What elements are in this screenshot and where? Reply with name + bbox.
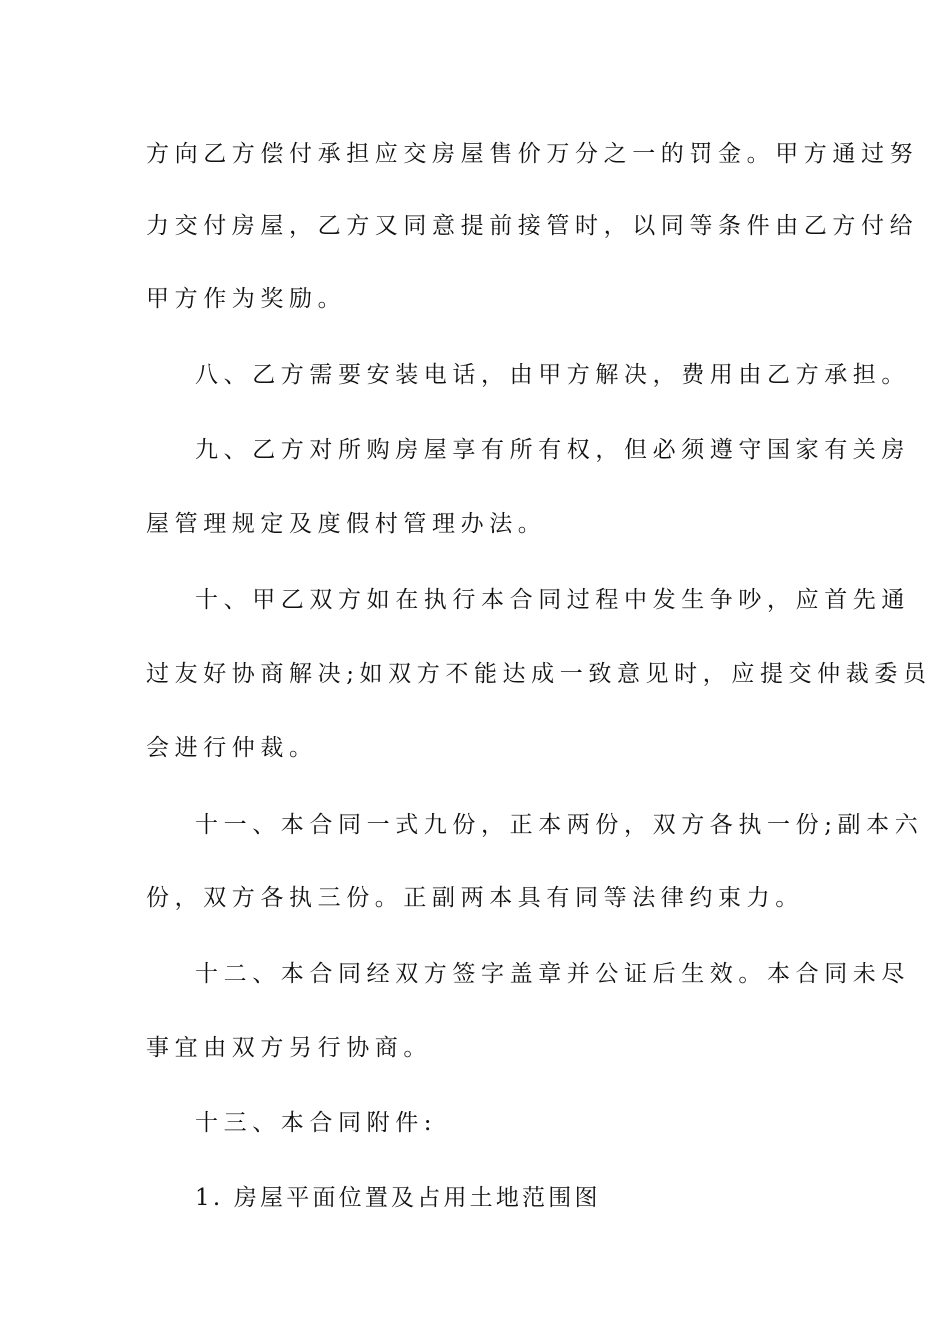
attachment-item-1: 1. 房屋平面位置及占用土地范围图: [195, 1185, 601, 1211]
paragraph-line: 方向乙方偿付承担应交房屋售价万分之一的罚金。甲方通过努: [146, 141, 919, 167]
paragraph-line: 份，双方各执三份。正副两本具有同等法律约束力。: [146, 885, 804, 911]
clause-8: 八、乙方需要安装电话，由甲方解决，费用由乙方承担。: [195, 362, 910, 388]
paragraph-line: 过友好协商解决;如双方不能达成一致意见时，应提交仲裁委员: [146, 661, 932, 687]
clause-9: 九、乙方对所购房屋享有所有权，但必须遵守国家有关房: [195, 437, 910, 463]
paragraph-line: 力交付房屋，乙方又同意提前接管时，以同等条件由乙方付给: [146, 213, 919, 239]
paragraph-line: 会进行仲裁。: [146, 735, 318, 761]
clause-10: 十、甲乙双方如在执行本合同过程中发生争吵，应首先通: [195, 587, 910, 613]
paragraph-line: 甲方作为奖励。: [146, 286, 347, 312]
clause-13: 十三、本合同附件:: [195, 1110, 438, 1136]
paragraph-line: 屋管理规定及度假村管理办法。: [146, 511, 547, 537]
clause-12: 十二、本合同经双方签字盖章并公证后生效。本合同未尽: [195, 961, 910, 987]
paragraph-line: 事宜由双方另行协商。: [146, 1035, 432, 1061]
clause-11: 十一、本合同一式九份，正本两份，双方各执一份;副本六: [195, 812, 924, 838]
